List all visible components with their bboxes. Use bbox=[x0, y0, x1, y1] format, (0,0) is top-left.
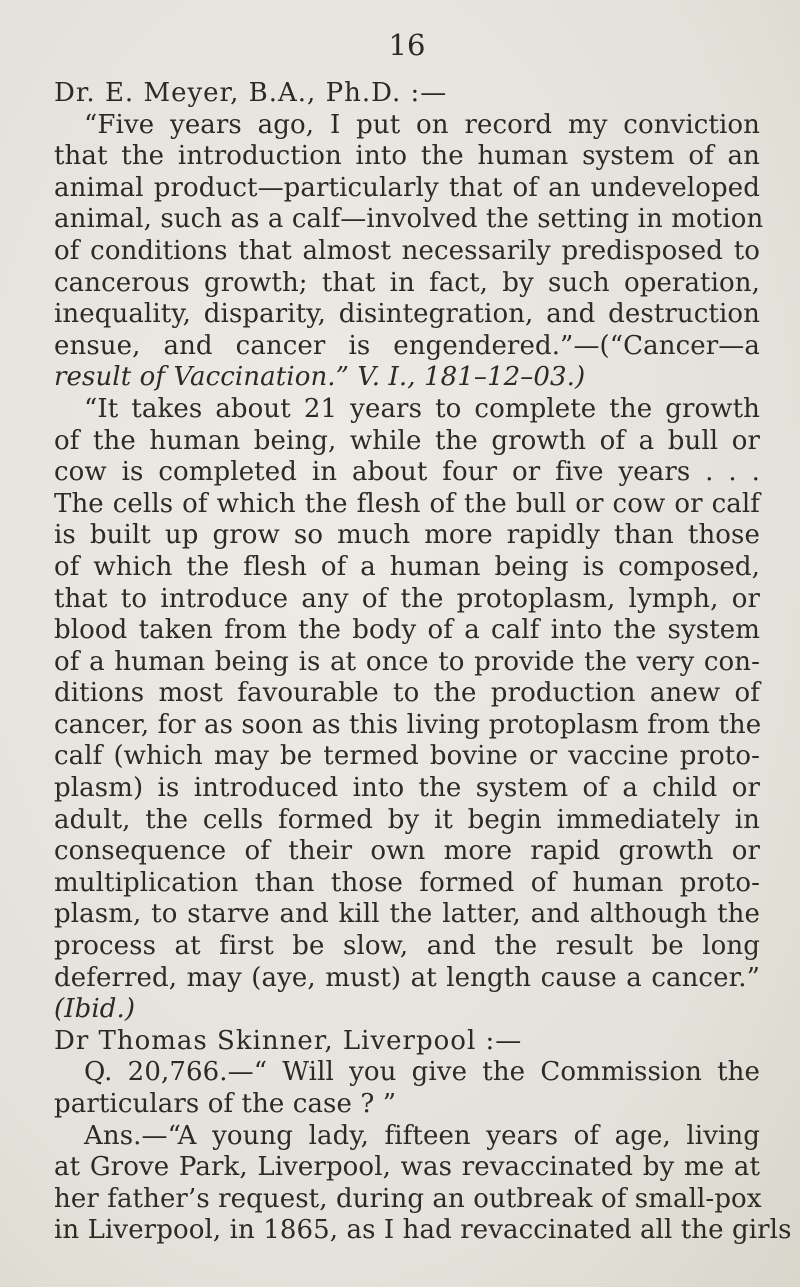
text-line: blood taken from the body of a calf into the system bbox=[54, 615, 760, 646]
text-line: process at first be slow, and the result be long bbox=[54, 931, 760, 962]
text-line: of a human being is at once to provide the very con- bbox=[54, 646, 760, 677]
text-line: Ans.—“A young lady, fifteen years of age, living bbox=[84, 1120, 760, 1151]
text-line: ensue, and cancer is engendered.”—(“Cancer—a bbox=[54, 330, 760, 361]
citation-line: result of Vaccination.” V. I., 181–12–03.) bbox=[54, 362, 586, 393]
testimony-heading-meyer: Dr. E. Meyer, B.A., Ph.D. :— bbox=[54, 78, 448, 108]
text-line: “Five years ago, I put on record my conviction bbox=[84, 109, 760, 140]
text-line: animal, such as a calf—involved the setting in motion bbox=[54, 204, 764, 235]
text-line: plasm) is introduced into the system of a child or bbox=[54, 773, 760, 804]
text-line: multiplication than those formed of human proto- bbox=[54, 867, 760, 898]
text-line: that the introduction into the human system of an bbox=[54, 141, 760, 172]
text-line: of which the flesh of a human being is composed, bbox=[54, 551, 760, 582]
text-line: “It takes about 21 years to complete the growth bbox=[84, 393, 760, 424]
text-line: ditions most favourable to the production anew of bbox=[54, 678, 760, 709]
text-line: that to introduce any of the protoplasm, lymph, or bbox=[54, 583, 760, 614]
text-line: plasm, to starve and kill the latter, and although the bbox=[54, 899, 760, 930]
text-line: inequality, disparity, disintegration, and destruction bbox=[54, 299, 760, 330]
text-line: particulars of the case ? ” bbox=[54, 1089, 397, 1119]
text-line: calf (which may be termed bovine or vaccine proto- bbox=[54, 741, 760, 772]
text-line: cancer, for as soon as this living protoplasm from the bbox=[54, 709, 762, 740]
text-line: of the human being, while the growth of a bull or bbox=[54, 425, 760, 456]
text-line: The cells of which the flesh of the bull or cow or calf bbox=[54, 488, 760, 519]
text-line: Q. 20,766.—“ Will you give the Commission the bbox=[84, 1057, 760, 1088]
text-line: in Liverpool, in 1865, as I had revaccinated all the girls bbox=[54, 1215, 792, 1246]
text-line: deferred, may (aye, must) at length cause a cancer.” bbox=[54, 962, 760, 993]
text-line: animal product—particularly that of an undeveloped bbox=[54, 172, 760, 203]
text-line: consequence of their own more rapid growth or bbox=[54, 836, 760, 867]
text-line: at Grove Park, Liverpool, was revaccinated by me at bbox=[54, 1152, 760, 1183]
text-line: is built up grow so much more rapidly than those bbox=[54, 520, 760, 551]
text-line: adult, the cells formed by it begin immediately in bbox=[54, 804, 760, 835]
text-line: her father’s request, during an outbreak of small-pox bbox=[54, 1183, 762, 1214]
citation-line: (Ibid.) bbox=[54, 994, 136, 1025]
text-line: cancerous growth; that in fact, by such operation, bbox=[54, 267, 760, 298]
text-line: cow is completed in about four or five years . . . bbox=[54, 457, 760, 488]
page-number: 16 bbox=[388, 28, 426, 62]
text-line: of conditions that almost necessarily predisposed to bbox=[54, 235, 760, 266]
testimony-heading-skinner: Dr Thomas Skinner, Liverpool :— bbox=[54, 1025, 523, 1056]
